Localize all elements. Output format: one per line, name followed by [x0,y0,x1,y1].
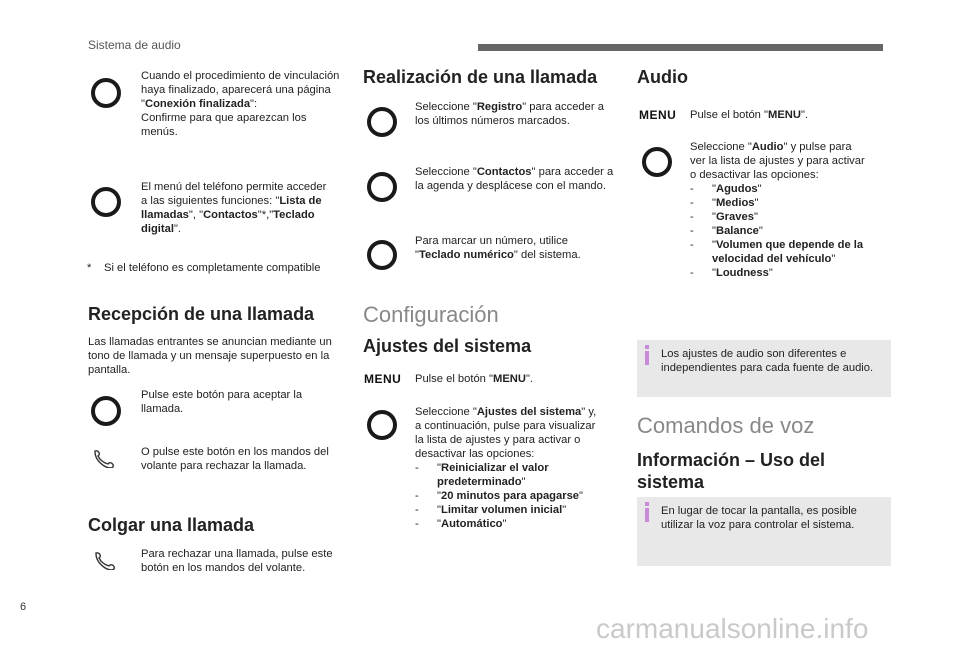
hangup-phone-icon [92,448,120,468]
list-item: - "Reinicializar el valor predeterminado" [415,461,605,489]
watermark: carmanualsonline.info [596,613,869,644]
info-icon [645,508,649,522]
ring-icon [367,172,397,202]
list-item: - "Volumen que depende de la velocidad del vehículo" [690,238,870,266]
registro-text: Seleccione "Registro" para acceder a los últimos números marcados. [415,101,604,127]
list-item: - "Balance" [690,224,870,238]
menu-icon: MENU [364,372,402,386]
pairing-text: Cuando el procedimiento de vinculación haya finalizado, aparecerá una página "Conexión finalizada": Confirme para que aparezcan los menús. [141,70,340,138]
hangup-phone-icon [93,550,121,570]
heading-informacion: Información – Uso del sistema [637,450,826,492]
info-icon [645,351,649,365]
heading-realizacion: Realización de una llamada [363,67,598,87]
ring-icon [642,147,672,177]
list-item: - "Graves" [690,210,870,224]
heading-comandos: Comandos de voz [637,413,815,438]
audio-text: Seleccione "Audio" y pulse para ver la lista de ajustes y para activar o desactivar las opciones: - "Agudos" - "Medios" - "Graves" - "Balance" - "Volumen que depende de la velocidad del vehículo" - "Loudness" [690,140,870,280]
colgar-text: Para rechazar una llamada, pulse este botón en los mandos del volante. [141,548,333,574]
phone-menu-text: El menú del teléfono permite acceder a las siguientes funciones: "Lista de llamadas", "Contactos"*,"Teclado digital". [141,181,327,235]
list-item: - "Automático" [415,517,605,531]
contactos-text: Seleccione "Contactos" para acceder a la agenda y desplácese con el mando. [415,166,614,192]
list-item: - "20 minutos para apagarse" [415,489,605,503]
ring-icon [367,410,397,440]
header-title: Sistema de audio [88,38,181,52]
heading-recepcion: Recepción de una llamada [88,304,315,324]
info-text: En lugar de tocar la pantalla, es posible utilizar la voz para controlar el sistema. [661,505,857,531]
ring-icon [91,396,121,426]
page-number: 6 [20,601,27,613]
ring-icon [367,107,397,137]
footnote: Si el teléfono es completamente compatible [104,262,321,274]
ring-icon [91,78,121,108]
menu-icon: MENU [639,108,677,122]
header-bar [478,44,883,51]
heading-audio: Audio [637,67,688,87]
heading-ajustes: Ajustes del sistema [363,336,532,356]
reject-text: O pulse este botón en los mandos del volante para rechazar la llamada. [141,446,329,472]
accept-text: Pulse este botón para aceptar la llamada. [141,389,303,415]
menu-text: Pulse el botón "MENU". [415,373,534,385]
menu-text: Pulse el botón "MENU". [690,109,809,121]
heading-configuracion: Configuración [363,302,499,327]
footnote-mark: * [87,262,92,274]
teclado-text: Para marcar un número, utilice "Teclado numérico" del sistema. [415,235,581,261]
list-item: - "Loudness" [690,266,870,280]
ajustes-text: Seleccione "Ajustes del sistema" y, a continuación, pulse para visualizar la lista de ajustes y para activar o desactivar las opciones: - "Reinicializar el valor predeterminado" - "20 minutos para apagarse" - "Limitar volumen inicial" - "Automático" [415,405,605,531]
heading-colgar: Colgar una llamada [88,515,255,535]
list-item: - "Limitar volumen inicial" [415,503,605,517]
list-item: - "Agudos" [690,182,870,196]
info-text: Los ajustes de audio son diferentes e independientes para cada fuente de audio. [661,348,874,374]
ring-icon [367,240,397,270]
recepcion-text: Las llamadas entrantes se anuncian mediante un tono de llamada y un mensaje superpuesto en la pantalla. [88,336,332,376]
ring-icon [91,187,121,217]
info-box [637,497,891,566]
info-box [637,340,891,397]
list-item: - "Medios" [690,196,870,210]
